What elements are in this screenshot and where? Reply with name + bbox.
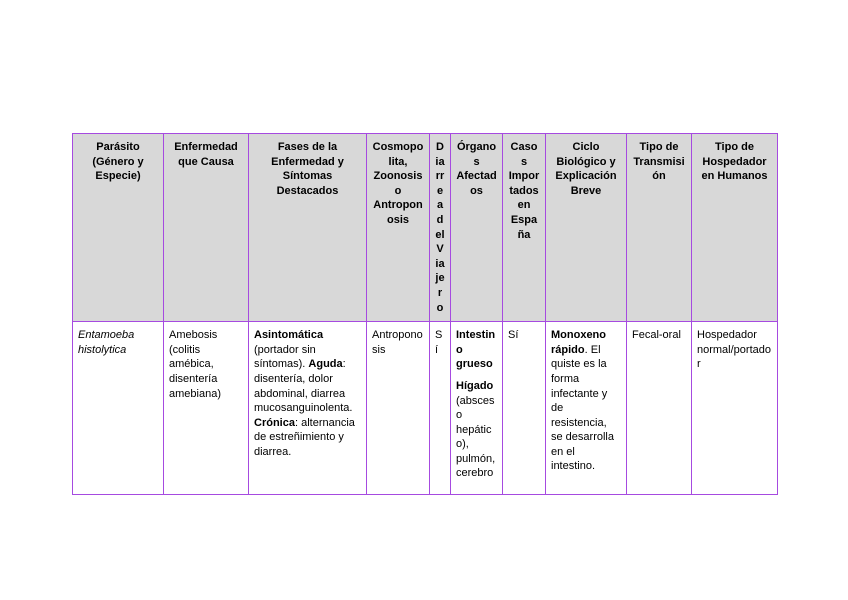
header-disease: Enfermedad que Causa <box>164 134 249 322</box>
cell-cycle <box>546 322 627 495</box>
header-row <box>73 134 778 322</box>
organ-spacer <box>456 372 497 379</box>
phase-asymptomatic-label: Asintomática <box>254 329 324 342</box>
parasite-name: Entamoeba histolytica <box>78 329 135 356</box>
phase-chronic-label: Crónica <box>254 416 295 429</box>
cell-disease: Amebosis (colitis amébica, disentería amebiana) <box>164 322 249 495</box>
phase-acute-text: : disentería, dolor abdominal, diarrea mucosanguinolenta. <box>254 358 353 415</box>
cycle-label: Monoxeno rápido <box>551 329 606 356</box>
cell-cosmopolitan: Antroponosis <box>367 322 430 495</box>
organ-secondary: Hígado <box>456 379 494 392</box>
header-phases: Fases de la Enfermedad y Síntomas Destacados <box>249 134 367 322</box>
cell-parasite <box>73 322 164 495</box>
header-organs: Órganos Afectados <box>451 134 503 322</box>
header-cycle: Ciclo Biológico y Explicación Breve <box>546 134 627 322</box>
header-host: Tipo de Hospedador en Humanos <box>692 134 778 322</box>
cell-host: Hospedador normal/portador <box>692 322 778 495</box>
table-row <box>73 322 778 495</box>
organ-primary: Intestino grueso <box>456 329 496 371</box>
cycle-text: . El quiste es la forma infectante y de resistencia, se desarrolla en el intestino. <box>551 343 614 473</box>
header-parasite: Parásito (Género y Especie) <box>73 134 164 322</box>
cell-phases <box>249 322 367 495</box>
cell-transmission: Fecal-oral <box>627 322 692 495</box>
phase-acute-label: Aguda <box>308 358 343 371</box>
cell-travelers-diarrhea: Sí <box>430 322 451 495</box>
phase-asymptomatic-text: (portador sin síntomas). <box>254 343 316 371</box>
organ-secondary-text: (absceso hepático), pulmón, cerebro <box>456 394 496 480</box>
parasite-table <box>72 133 778 495</box>
organ-secondary-block <box>456 379 497 481</box>
header-imported-cases: Casos Importados en España <box>503 134 546 322</box>
cell-imported-cases: Sí <box>503 322 546 495</box>
header-travelers-diarrhea: Diarrea del Viajero <box>430 134 451 322</box>
header-transmission: Tipo de Transmisión <box>627 134 692 322</box>
phase-chronic-text: : alternancia de estreñimiento y diarrea. <box>254 416 355 458</box>
cell-organs <box>451 322 503 495</box>
header-cosmopolitan: Cosmopolita, Zoonosis o Antroponosis <box>367 134 430 322</box>
